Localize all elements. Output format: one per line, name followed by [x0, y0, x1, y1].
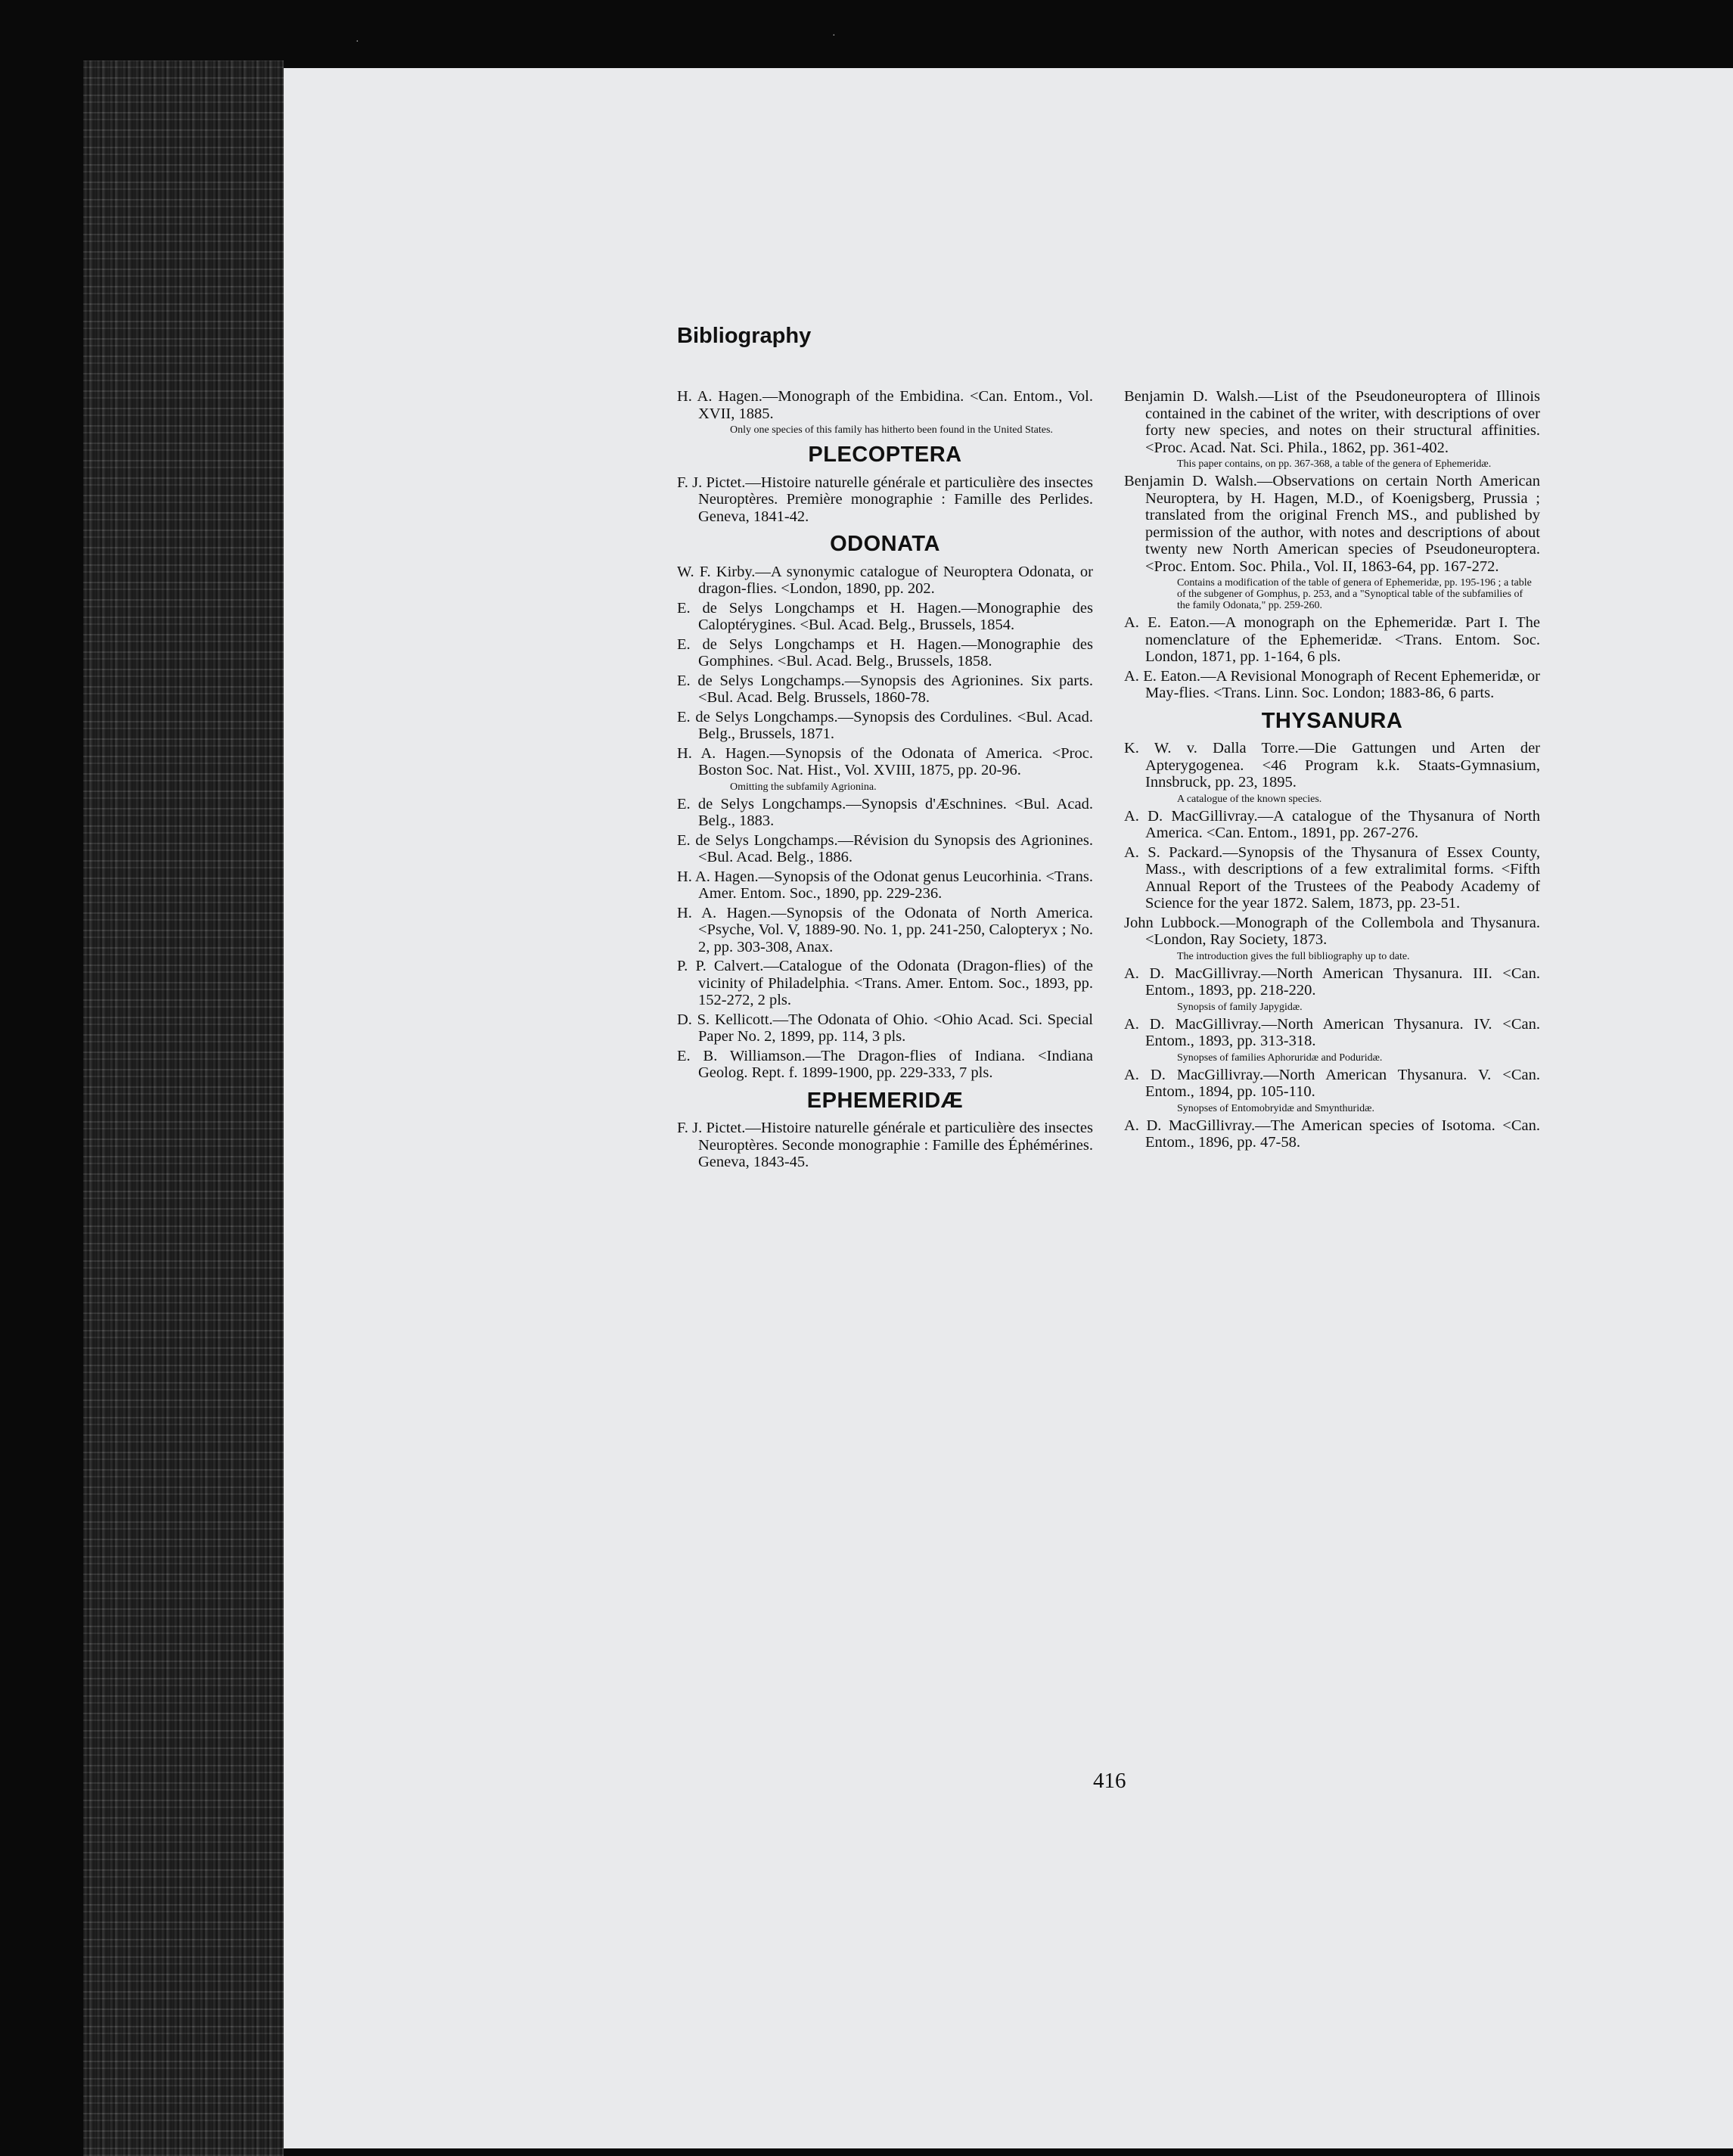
bibliography-entry: A. D. MacGillivray.—The American species of Isotoma. <Can. Entom., 1896, pp. 47-58. — [1124, 1117, 1540, 1151]
bibliography-entry: H. A. Hagen.—Synopsis of the Odonata of North America. <Psyche, Vol. V, 1889-90. No. 1, pp. 241-250, Calopteryx ; No. 2, pp. 303-308, Anax. — [677, 904, 1093, 955]
annotation-note: A catalogue of the known species. — [1177, 793, 1322, 805]
annotation-note: Synopses of Entomobryidæ and Smynthuridæ. — [1177, 1102, 1374, 1114]
bibliography-entry: E. de Selys Longchamps.—Synopsis des Cordulines. <Bul. Acad. Belg., Brussels, 1871. — [677, 708, 1093, 742]
annotation-note: This paper contains, on pp. 367-368, a table of the genera of Ephemeridæ. — [1177, 458, 1492, 470]
section-heading: PLECOPTERA — [808, 443, 962, 467]
page-number: 416 — [1093, 1769, 1126, 1793]
section-heading: THYSANURA — [1261, 708, 1403, 733]
bibliography-entry: A. D. MacGillivray.—A catalogue of the Thysanura of North America. <Can. Entom., 1891, pp. 267-276. — [1124, 807, 1540, 841]
annotation-note: Synopsis of family Japygidæ. — [1177, 1001, 1303, 1013]
bibliography-entry: A. D. MacGillivray.—North American Thysanura. IV. <Can. Entom., 1893, pp. 313-318. — [1124, 1015, 1540, 1049]
bibliography-entry: H. A. Hagen.—Synopsis of the Odonat genus Leucorhinia. <Trans. Amer. Entom. Soc., 1890, pp. 229-236. — [677, 868, 1094, 902]
book-spine-edge — [83, 61, 284, 2156]
scan-speck: · — [832, 30, 836, 42]
section-heading: EPHEMERIDÆ — [806, 1088, 964, 1113]
annotation-note: Omitting the subfamily Agrionina. — [730, 781, 877, 793]
bibliography-entry: Benjamin D. Walsh.—Observations on certain North American Neuroptera, by H. Hagen, M.D., of Koenigsberg, Prussia ; translated from the original French MS., and published by permission of the author, with notes and descriptions of about twenty new North American species of Pseudoneuroptera. <Proc. Entom. Soc. Phila., Vol. II, 1863-64, pp. 167-272. — [1124, 473, 1540, 575]
bibliography-entry: E. B. Williamson.—The Dragon-flies of Indiana. <Indiana Geolog. Rept. f. 1899-1900, pp. 229-333, 7 pls. — [677, 1047, 1093, 1081]
bibliography-entry: A. S. Packard.—Synopsis of the Thysanura of Essex County, Mass., with descriptions of a few extralimital forms. <Fifth Annual Report of the Trustees of the Peabody Academy of Science for the year 1872. Salem, 1873, pp. 23-51. — [1124, 843, 1540, 912]
bibliography-entry: H. A. Hagen.—Monograph of the Embidina. <Can. Entom., Vol. XVII, 1885. — [677, 388, 1093, 422]
bibliography-entry: E. de Selys Longchamps et H. Hagen.—Monographie des Caloptérygines. <Bul. Acad. Belg., Brussels, 1854. — [677, 599, 1093, 633]
left-column — [677, 388, 1093, 1173]
bibliography-entry: Benjamin D. Walsh.—List of the Pseudoneuroptera of Illinois contained in the cabinet of the writer, with descriptions of over forty new species, and notes on their structural affinities. <Proc. Acad. Nat. Sci. Phila., 1862, pp. 361-402. — [1124, 388, 1540, 456]
running-heading: Bibliography — [677, 324, 812, 348]
bibliography-entry: John Lubbock.—Monograph of the Collembola and Thysanura. <London, Ray Society, 1873. — [1124, 914, 1540, 948]
bibliography-entry: F. J. Pictet.—Histoire naturelle générale et particulière des insectes Neuroptères. Seconde monographie : Famille des Éphémérines. Geneva, 1843-45. — [677, 1120, 1093, 1170]
bibliography-entry: E. de Selys Longchamps.—Synopsis d'Æschnines. <Bul. Acad. Belg., 1883. — [677, 795, 1093, 829]
section-heading: ODONATA — [830, 532, 940, 556]
bibliography-entry: E. de Selys Longchamps.—Révision du Synopsis des Agrionines. <Bul. Acad. Belg., 1886. — [677, 831, 1093, 865]
annotation-note: Contains a modification of the table of genera of Ephemeridæ, pp. 195-196 ; a table of the subgener of Gomphus, p. 253, and a "Synoptical table of the subfamilies of the family Odonata," pp. 259-260. — [1177, 577, 1532, 611]
bibliography-entry: W. F. Kirby.—A synonymic catalogue of Neuroptera Odonata, or dragon-flies. <London, 1890, pp. 202. — [677, 563, 1093, 597]
bibliography-entry: A. D. MacGillivray.—North American Thysanura. III. <Can. Entom., 1893, pp. 218-220. — [1124, 965, 1540, 999]
bibliography-entry: D. S. Kellicott.—The Odonata of Ohio. <Ohio Acad. Sci. Special Paper No. 2, 1899, pp. 114, 3 pls. — [677, 1011, 1093, 1045]
bibliography-entry: E. de Selys Longchamps et H. Hagen.—Monographie des Gomphines. <Bul. Acad. Belg., Brussels, 1858. — [677, 635, 1093, 669]
bibliography-entry: A. D. MacGillivray.—North American Thysanura. V. <Can. Entom., 1894, pp. 105-110. — [1124, 1066, 1540, 1100]
bibliography-entry: A. E. Eaton.—A monograph on the Ephemeridæ. Part I. The nomenclature of the Ephemeridæ. <Trans. Entom. Soc. London, 1871, pp. 1-164, 6 pls. — [1124, 614, 1540, 665]
bibliography-entry: H. A. Hagen.—Synopsis of the Odonata of America. <Proc. Boston Soc. Nat. Hist., Vol. XVIII, 1875, pp. 20-96. — [677, 744, 1093, 778]
annotation-note: Synopses of families Aphoruridæ and Poduridæ. — [1177, 1052, 1383, 1064]
annotation-note: Only one species of this family has hitherto been found in the United States. — [730, 424, 1053, 436]
bibliography-entry: F. J. Pictet.—Histoire naturelle générale et particulière des insectes Neuroptères. Première monographie : Famille des Perlides. Geneva, 1841-42. — [677, 474, 1093, 525]
annotation-note: The introduction gives the full bibliography up to date. — [1177, 950, 1410, 962]
scan-speck: · — [356, 36, 359, 48]
right-column — [1124, 388, 1540, 1154]
bibliography-entry: K. W. v. Dalla Torre.—Die Gattungen und Arten der Apterygogenea. <46 Program k.k. Staats-Gymnasium, Innsbruck, pp. 23, 1895. — [1124, 740, 1540, 791]
bibliography-entry: E. de Selys Longchamps.—Synopsis des Agrionines. Six parts. <Bul. Acad. Belg. Brussels, 1860-78. — [677, 672, 1093, 706]
bibliography-entry: A. E. Eaton.—A Revisional Monograph of Recent Ephemeridæ, or May-flies. <Trans. Linn. Soc. London; 1883-86, 6 parts. — [1124, 667, 1540, 701]
bibliography-entry: P. P. Calvert.—Catalogue of the Odonata (Dragon-flies) of the vicinity of Philadelphia. <Trans. Amer. Entom. Soc., 1893, pp. 152-272, 2 pls. — [677, 958, 1093, 1008]
